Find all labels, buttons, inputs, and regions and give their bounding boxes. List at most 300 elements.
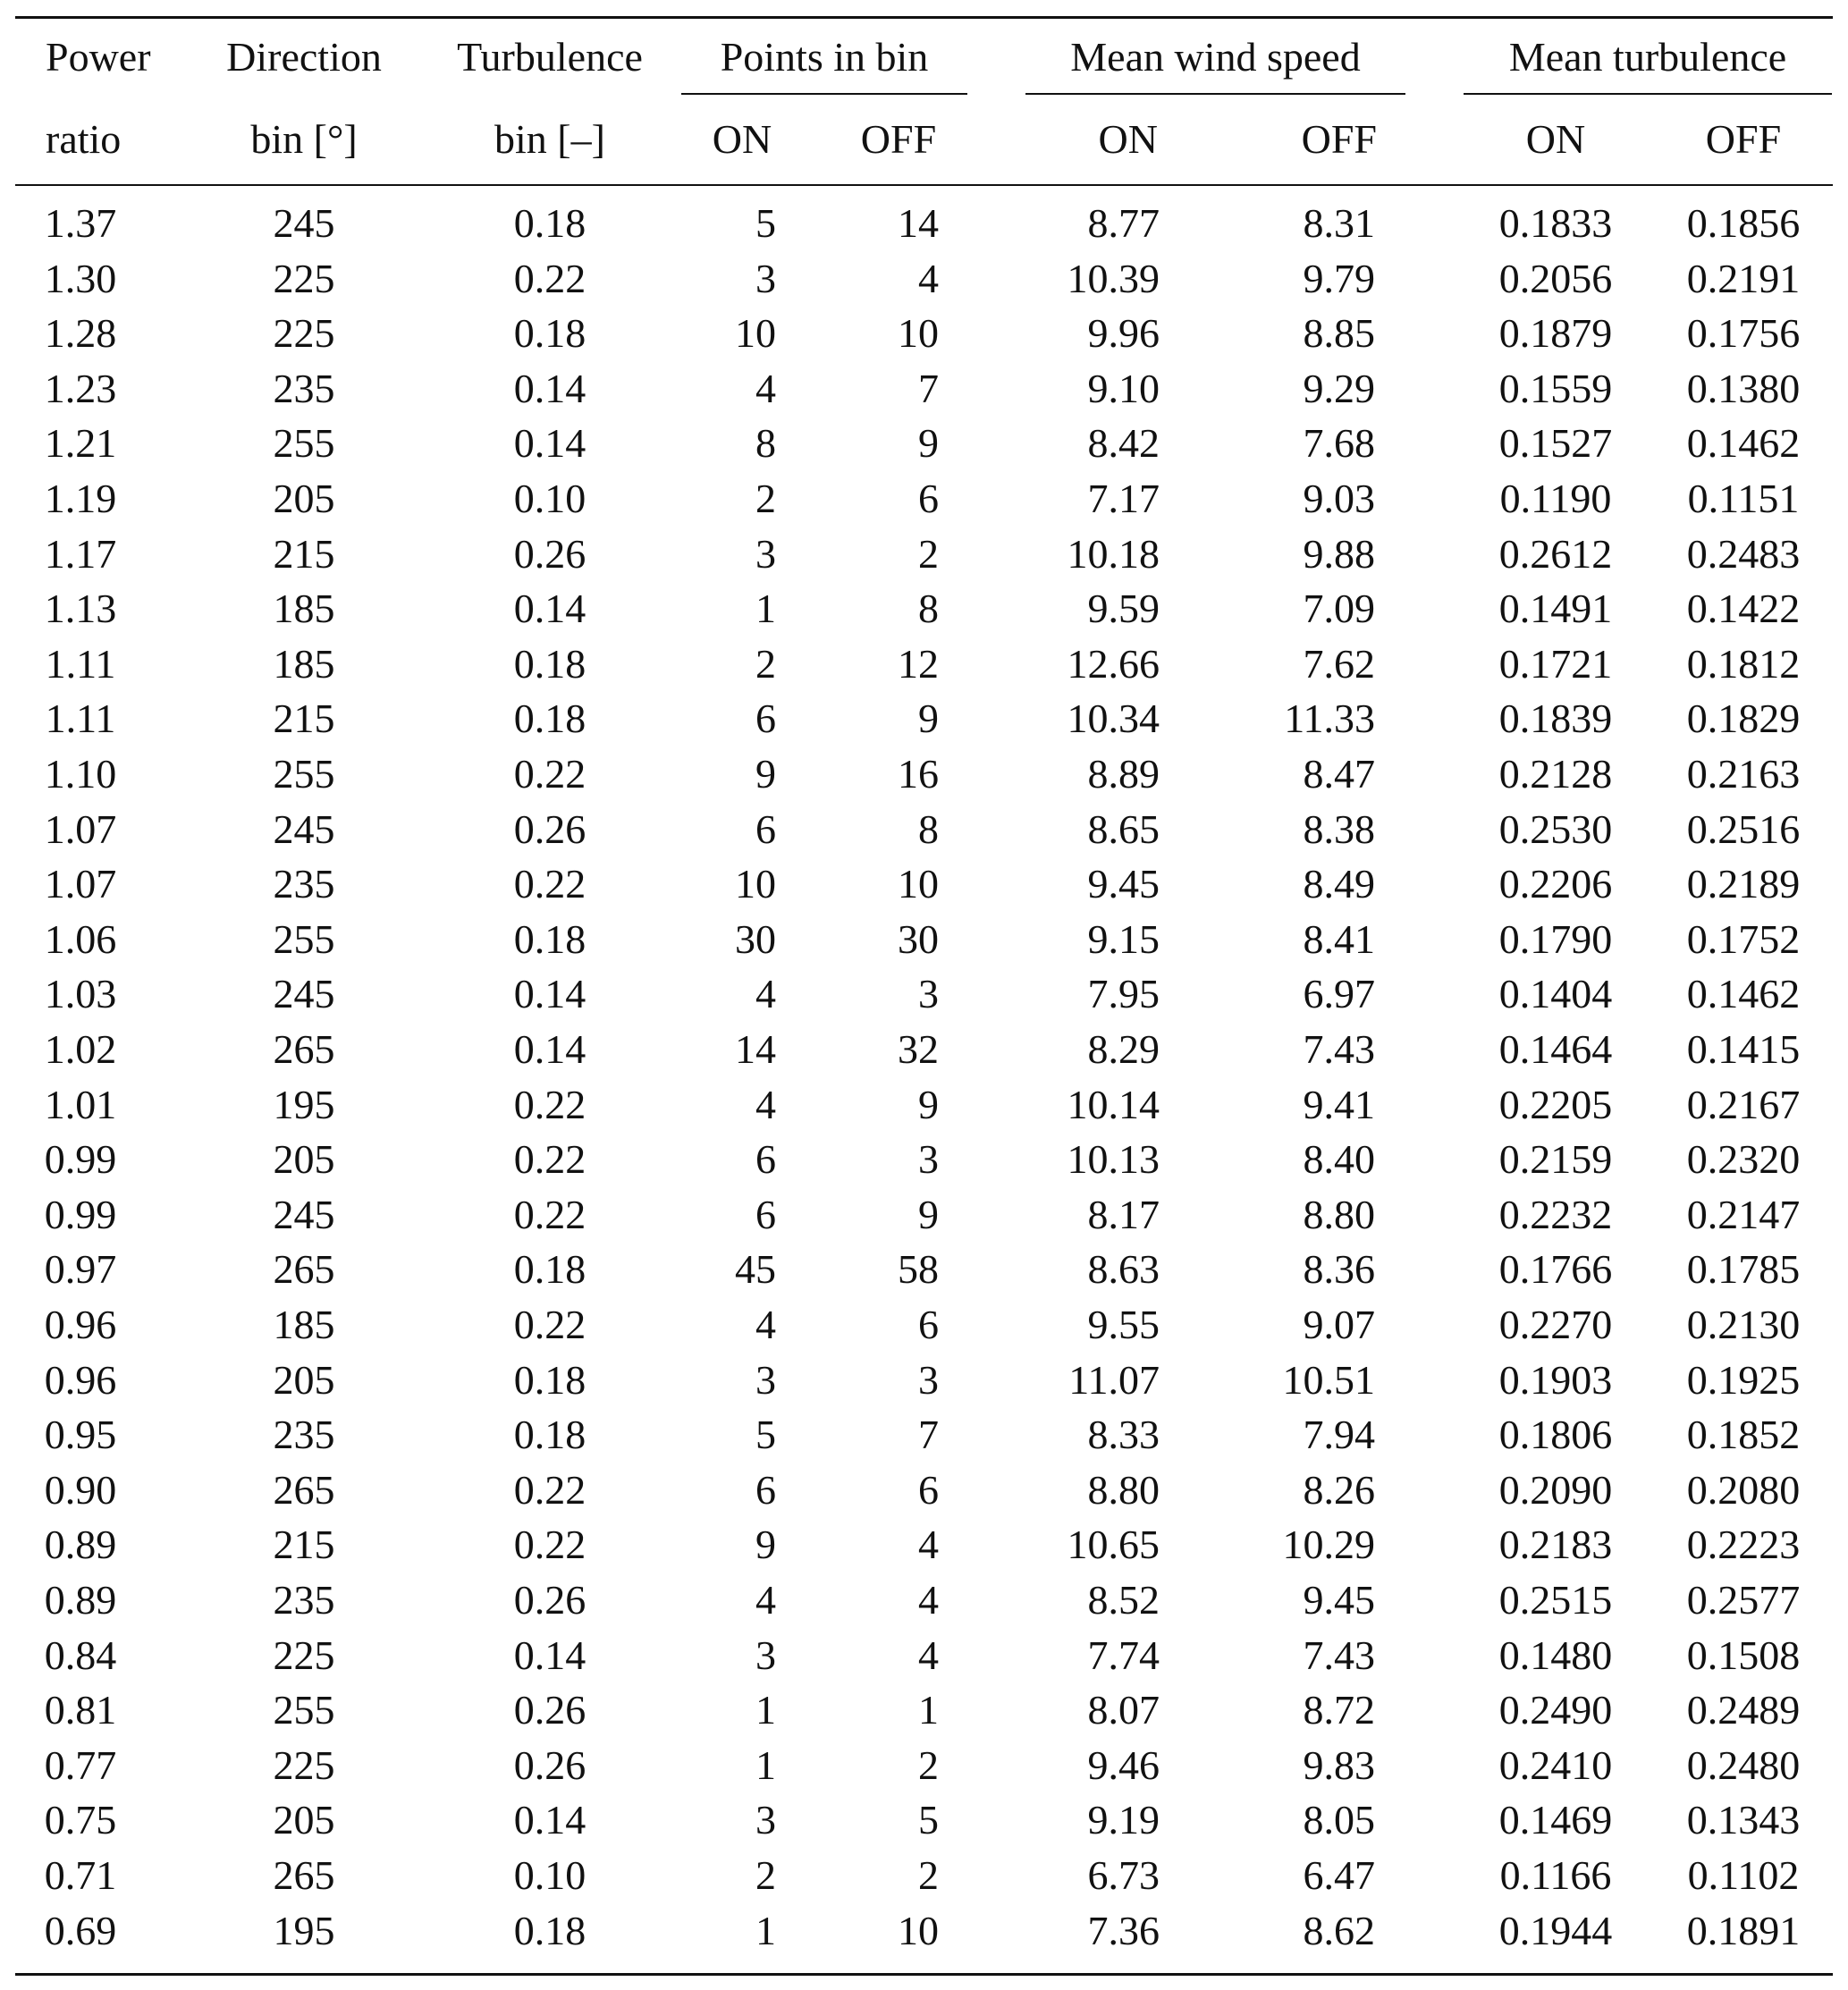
turb-on-cell: 0.2270: [1498, 1302, 1613, 1347]
wind-on-cell: 10.39: [1067, 255, 1160, 301]
wind-on-cell: 9.96: [1087, 310, 1160, 357]
points-on-cell: 45: [735, 1246, 776, 1293]
turb-on-cell: 0.1839: [1498, 696, 1613, 742]
header-turb-off: OFF: [1705, 116, 1782, 162]
direction-bin-cell: 205: [273, 1797, 335, 1843]
wind-off-cell: 9.79: [1303, 255, 1375, 301]
points-off-cell: 7: [918, 1412, 939, 1458]
points-off-cell: 9: [918, 1191, 939, 1237]
points-on-cell: 10: [735, 861, 776, 907]
wind-off-cell: 9.03: [1303, 476, 1375, 521]
points-off-cell: 10: [898, 310, 939, 357]
turb-on-cell: 0.2128: [1498, 751, 1613, 797]
points-on-cell: 3: [755, 1632, 776, 1678]
wind-off-cell: 7.94: [1303, 1412, 1375, 1458]
wind-on-cell: 11.07: [1068, 1356, 1160, 1403]
points-off-cell: 6: [918, 476, 939, 521]
points-on-cell: 9: [755, 751, 776, 797]
wind-on-cell: 9.45: [1087, 861, 1160, 907]
points-off-cell: 32: [898, 1026, 939, 1072]
direction-bin-cell: 255: [273, 751, 335, 797]
header-power: Power: [46, 34, 151, 80]
turb-on-cell: 0.1790: [1498, 915, 1613, 962]
table-row: [0, 196, 1848, 251]
turbulence-bin-cell: 0.18: [513, 696, 586, 742]
direction-bin-cell: 225: [273, 1741, 335, 1788]
points-on-cell: 30: [735, 915, 776, 962]
wind-on-cell: 10.13: [1067, 1136, 1160, 1183]
points-on-cell: 4: [755, 1081, 776, 1127]
table-header-rule: [15, 184, 1833, 186]
table-bottom-rule: [15, 1973, 1833, 1976]
turb-on-cell: 0.2232: [1498, 1191, 1613, 1237]
header-turb-on: ON: [1525, 116, 1586, 162]
header-points-in-bin: Points in bin: [720, 34, 929, 80]
wind-on-cell: 10.18: [1067, 530, 1160, 577]
table-row: [0, 1132, 1848, 1187]
table-row: [0, 1022, 1848, 1077]
points-on-cell: 3: [755, 1356, 776, 1403]
turb-off-cell: 0.2167: [1686, 1081, 1801, 1127]
wind-on-cell: 7.74: [1087, 1632, 1160, 1678]
turb-off-cell: 0.2130: [1686, 1302, 1801, 1347]
power-ratio-cell: 0.89: [44, 1577, 117, 1623]
wind-off-cell: 8.38: [1303, 805, 1375, 852]
direction-bin-cell: 245: [273, 805, 335, 852]
table-row: [0, 691, 1848, 746]
wind-off-cell: 8.26: [1303, 1466, 1375, 1513]
table-row: [0, 527, 1848, 582]
turbulence-bin-cell: 0.14: [513, 1797, 586, 1843]
turb-off-cell: 0.1785: [1686, 1246, 1801, 1293]
turb-off-cell: 0.1343: [1686, 1797, 1801, 1843]
wind-off-cell: 8.62: [1303, 1907, 1375, 1953]
points-on-cell: 9: [755, 1522, 776, 1568]
points-off-cell: 9: [918, 1081, 939, 1127]
points-off-cell: 12: [898, 640, 939, 687]
turb-off-cell: 0.1756: [1686, 310, 1801, 357]
wind-on-cell: 8.89: [1087, 751, 1160, 797]
turbulence-bin-cell: 0.22: [513, 1081, 586, 1127]
wind-on-cell: 8.65: [1087, 805, 1160, 852]
turb-on-cell: 0.2490: [1498, 1687, 1613, 1733]
points-off-cell: 4: [918, 255, 939, 301]
power-ratio-cell: 0.81: [44, 1687, 117, 1733]
table-row: [0, 1573, 1848, 1628]
turb-off-cell: 0.2320: [1686, 1136, 1801, 1183]
direction-bin-cell: 235: [273, 861, 335, 907]
points-off-cell: 7: [918, 365, 939, 411]
header-mean-turbulence: Mean turbulence: [1508, 34, 1787, 80]
points-on-cell: 6: [755, 1466, 776, 1513]
turb-on-cell: 0.1721: [1498, 640, 1613, 687]
wind-on-cell: 7.36: [1087, 1907, 1160, 1953]
points-off-cell: 3: [918, 971, 939, 1017]
power-ratio-cell: 0.84: [44, 1632, 117, 1678]
power-ratio-cell: 1.23: [44, 365, 117, 411]
points-on-cell: 3: [755, 530, 776, 577]
points-off-cell: 2: [918, 1741, 939, 1788]
table-row: [0, 1848, 1848, 1903]
turbulence-bin-cell: 0.22: [513, 861, 586, 907]
table-row: [0, 1463, 1848, 1518]
turb-off-cell: 0.1925: [1686, 1356, 1801, 1403]
points-off-cell: 8: [918, 805, 939, 852]
header-direction-bin: bin [°]: [250, 116, 358, 162]
points-on-cell: 2: [755, 640, 776, 687]
power-ratio-cell: 1.30: [44, 255, 117, 301]
turb-on-cell: 0.1190: [1499, 476, 1612, 521]
points-on-cell: 5: [755, 1412, 776, 1458]
points-on-cell: 6: [755, 1136, 776, 1183]
points-on-cell: 2: [755, 1852, 776, 1898]
wind-off-cell: 7.09: [1303, 586, 1375, 632]
table-row: [0, 306, 1848, 361]
points-on-cell: 4: [755, 365, 776, 411]
turb-off-cell: 0.1462: [1686, 420, 1801, 467]
turbulence-bin-cell: 0.26: [513, 1577, 586, 1623]
points-off-cell: 4: [918, 1632, 939, 1678]
wind-on-cell: 7.17: [1087, 476, 1160, 521]
power-ratio-cell: 1.17: [44, 530, 117, 577]
wind-off-cell: 8.40: [1303, 1136, 1375, 1183]
power-ratio-cell: 1.21: [44, 420, 117, 467]
turb-on-cell: 0.2056: [1498, 255, 1613, 301]
points-on-cell: 10: [735, 310, 776, 357]
turb-off-cell: 0.1462: [1686, 971, 1801, 1017]
power-ratio-cell: 1.02: [44, 1026, 117, 1072]
table-row: [0, 912, 1848, 967]
power-ratio-cell: 1.11: [45, 640, 116, 687]
direction-bin-cell: 185: [273, 1302, 335, 1347]
points-off-cell: 58: [898, 1246, 939, 1293]
wind-off-cell: 8.31: [1303, 200, 1375, 246]
points-off-cell: 6: [918, 1302, 939, 1347]
direction-bin-cell: 265: [273, 1026, 335, 1072]
turb-on-cell: 0.2206: [1498, 861, 1613, 907]
table-row: [0, 251, 1848, 307]
turb-off-cell: 0.1829: [1686, 696, 1801, 742]
power-ratio-cell: 0.69: [44, 1907, 117, 1953]
direction-bin-cell: 225: [273, 1632, 335, 1678]
points-on-cell: 14: [735, 1026, 776, 1072]
turbulence-group-rule: [1464, 93, 1832, 95]
turb-off-cell: 0.1856: [1686, 200, 1801, 246]
direction-bin-cell: 205: [273, 476, 335, 521]
power-ratio-cell: 1.28: [44, 310, 117, 357]
wind-on-cell: 9.59: [1087, 586, 1160, 632]
header-turbulence: Turbulence: [457, 34, 643, 80]
turb-on-cell: 0.1833: [1498, 200, 1613, 246]
turb-on-cell: 0.2530: [1498, 805, 1613, 852]
power-ratio-cell: 0.96: [44, 1302, 117, 1347]
turbulence-bin-cell: 0.18: [513, 1356, 586, 1403]
turb-on-cell: 0.2159: [1498, 1136, 1613, 1183]
wind-on-cell: 9.15: [1087, 915, 1160, 962]
wind-off-cell: 8.85: [1303, 310, 1375, 357]
power-ratio-cell: 0.77: [44, 1741, 117, 1788]
table-row: [0, 1517, 1848, 1573]
wind-off-cell: 8.80: [1303, 1191, 1375, 1237]
turbulence-bin-cell: 0.14: [513, 586, 586, 632]
wind-on-cell: 8.17: [1087, 1191, 1160, 1237]
table-row: [0, 581, 1848, 637]
direction-bin-cell: 225: [273, 310, 335, 357]
turb-off-cell: 0.1852: [1686, 1412, 1801, 1458]
direction-bin-cell: 205: [273, 1136, 335, 1183]
turbulence-bin-cell: 0.18: [513, 640, 586, 687]
turbulence-bin-cell: 0.26: [513, 1741, 586, 1788]
points-off-cell: 9: [918, 696, 939, 742]
turb-off-cell: 0.1891: [1686, 1907, 1801, 1953]
turbulence-bin-cell: 0.18: [513, 1907, 586, 1953]
wind-off-cell: 9.29: [1303, 365, 1375, 411]
turbulence-bin-cell: 0.18: [513, 310, 586, 357]
direction-bin-cell: 255: [273, 1687, 335, 1733]
table-row: [0, 1353, 1848, 1408]
points-off-cell: 3: [918, 1136, 939, 1183]
table-row: [0, 856, 1848, 912]
turbulence-bin-cell: 0.14: [513, 365, 586, 411]
header-wind-off: OFF: [1301, 116, 1377, 162]
turb-off-cell: 0.2516: [1686, 805, 1801, 852]
turb-on-cell: 0.2612: [1498, 530, 1613, 577]
points-on-cell: 1: [755, 586, 776, 632]
turb-off-cell: 0.2483: [1686, 530, 1801, 577]
wind-off-cell: 10.51: [1282, 1356, 1375, 1403]
wind-on-cell: 8.29: [1087, 1026, 1160, 1072]
turb-off-cell: 0.1102: [1687, 1852, 1800, 1898]
points-off-cell: 4: [918, 1522, 939, 1568]
turb-off-cell: 0.2223: [1686, 1522, 1801, 1568]
turbulence-bin-cell: 0.26: [513, 530, 586, 577]
header-points-on: ON: [712, 116, 772, 162]
points-on-cell: 3: [755, 1797, 776, 1843]
turbulence-bin-cell: 0.26: [513, 805, 586, 852]
turbulence-bin-cell: 0.10: [513, 1852, 586, 1898]
wind-on-cell: 8.07: [1087, 1687, 1160, 1733]
turb-on-cell: 0.1464: [1498, 1026, 1613, 1072]
table-row: [0, 1738, 1848, 1793]
power-ratio-cell: 1.11: [45, 696, 116, 742]
points-off-cell: 2: [918, 530, 939, 577]
wind-on-cell: 8.80: [1087, 1466, 1160, 1513]
turb-off-cell: 0.1422: [1686, 586, 1801, 632]
points-on-cell: 1: [755, 1687, 776, 1733]
turb-off-cell: 0.2489: [1686, 1687, 1801, 1733]
turb-on-cell: 0.1404: [1498, 971, 1613, 1017]
power-ratio-cell: 0.71: [44, 1852, 117, 1898]
power-ratio-cell: 0.97: [44, 1246, 117, 1293]
table-row: [0, 416, 1848, 471]
table-row: [0, 802, 1848, 857]
power-ratio-cell: 1.37: [44, 200, 117, 246]
power-ratio-cell: 1.07: [44, 861, 117, 907]
wind-on-cell: 8.77: [1087, 200, 1160, 246]
direction-bin-cell: 215: [273, 696, 335, 742]
direction-bin-cell: 185: [273, 640, 335, 687]
wind-on-cell: 8.33: [1087, 1412, 1160, 1458]
table-row: [0, 1407, 1848, 1463]
table-row: [0, 1792, 1848, 1848]
points-on-cell: 6: [755, 696, 776, 742]
turbulence-bin-cell: 0.18: [513, 1412, 586, 1458]
direction-bin-cell: 225: [273, 255, 335, 301]
turb-on-cell: 0.1469: [1498, 1797, 1613, 1843]
wind-off-cell: 8.49: [1303, 861, 1375, 907]
points-off-cell: 16: [898, 751, 939, 797]
direction-bin-cell: 195: [273, 1907, 335, 1953]
points-off-cell: 5: [918, 1797, 939, 1843]
power-ratio-cell: 0.95: [44, 1412, 117, 1458]
turb-on-cell: 0.2183: [1498, 1522, 1613, 1568]
turb-on-cell: 0.1879: [1498, 310, 1613, 357]
table-top-rule: [15, 16, 1833, 19]
points-off-cell: 2: [918, 1852, 939, 1898]
wind-off-cell: 8.72: [1303, 1687, 1375, 1733]
wind-on-cell: 8.42: [1087, 420, 1160, 467]
direction-bin-cell: 235: [273, 365, 335, 411]
wind-on-cell: 10.14: [1067, 1081, 1160, 1127]
turb-off-cell: 0.1752: [1686, 915, 1801, 962]
direction-bin-cell: 215: [273, 530, 335, 577]
wind-on-cell: 9.10: [1087, 365, 1160, 411]
turbulence-bin-cell: 0.18: [513, 1246, 586, 1293]
points-on-cell: 4: [755, 971, 776, 1017]
direction-bin-cell: 235: [273, 1577, 335, 1623]
turbulence-bin-cell: 0.10: [513, 476, 586, 521]
direction-bin-cell: 205: [273, 1356, 335, 1403]
wind-off-cell: 7.43: [1303, 1026, 1375, 1072]
wind-on-cell: 8.63: [1087, 1246, 1160, 1293]
points-off-cell: 14: [898, 200, 939, 246]
power-ratio-cell: 1.10: [44, 751, 117, 797]
wind-off-cell: 6.47: [1303, 1852, 1375, 1898]
wind-on-cell: 10.34: [1067, 696, 1160, 742]
points-off-cell: 6: [918, 1466, 939, 1513]
wind-off-cell: 9.45: [1303, 1577, 1375, 1623]
points-on-cell: 5: [755, 200, 776, 246]
points-on-cell: 4: [755, 1577, 776, 1623]
turb-on-cell: 0.2090: [1498, 1466, 1613, 1513]
table-row: [0, 746, 1848, 802]
turb-on-cell: 0.1480: [1498, 1632, 1613, 1678]
direction-bin-cell: 215: [273, 1522, 335, 1568]
header-turbulence-bin: bin [–]: [494, 116, 605, 162]
direction-bin-cell: 245: [273, 1191, 335, 1237]
direction-bin-cell: 245: [273, 971, 335, 1017]
turbulence-bin-cell: 0.14: [513, 1632, 586, 1678]
wind-off-cell: 7.62: [1303, 640, 1375, 687]
power-ratio-cell: 0.99: [44, 1191, 117, 1237]
points-off-cell: 30: [898, 915, 939, 962]
wind-on-cell: 8.52: [1087, 1577, 1160, 1623]
points-off-cell: 1: [918, 1687, 939, 1733]
direction-bin-cell: 195: [273, 1081, 335, 1127]
points-on-cell: 8: [755, 420, 776, 467]
wind-off-cell: 7.43: [1303, 1632, 1375, 1678]
turb-off-cell: 0.2080: [1686, 1466, 1801, 1513]
turb-on-cell: 0.2410: [1498, 1741, 1613, 1788]
points-off-cell: 9: [918, 420, 939, 467]
wind-off-cell: 8.47: [1303, 751, 1375, 797]
table-row: [0, 966, 1848, 1022]
turbulence-bin-cell: 0.22: [513, 1466, 586, 1513]
turbulence-bin-cell: 0.14: [513, 971, 586, 1017]
turb-on-cell: 0.1903: [1498, 1356, 1613, 1403]
turb-off-cell: 0.1380: [1686, 365, 1801, 411]
wind-on-cell: 7.95: [1087, 971, 1160, 1017]
turb-off-cell: 0.2163: [1686, 751, 1801, 797]
wind-off-cell: 7.68: [1303, 420, 1375, 467]
wind-on-cell: 9.19: [1087, 1797, 1160, 1843]
wind-on-cell: 6.73: [1087, 1852, 1160, 1898]
turbulence-bin-cell: 0.14: [513, 1026, 586, 1072]
turb-off-cell: 0.1415: [1686, 1026, 1801, 1072]
wind-group-rule: [1025, 93, 1405, 95]
table-row: [0, 471, 1848, 527]
power-ratio-cell: 1.01: [44, 1081, 117, 1127]
power-ratio-cell: 0.90: [44, 1466, 117, 1513]
turbulence-bin-cell: 0.22: [513, 255, 586, 301]
points-on-cell: 6: [755, 805, 776, 852]
direction-bin-cell: 265: [273, 1852, 335, 1898]
turb-on-cell: 0.1527: [1498, 420, 1613, 467]
turb-off-cell: 0.2147: [1686, 1191, 1801, 1237]
header-wind-on: ON: [1098, 116, 1158, 162]
turbulence-bin-cell: 0.18: [513, 200, 586, 246]
power-ratio-cell: 0.99: [44, 1136, 117, 1183]
turbulence-bin-cell: 0.26: [513, 1687, 586, 1733]
turb-on-cell: 0.2205: [1498, 1081, 1613, 1127]
points-on-cell: 1: [755, 1907, 776, 1953]
points-group-rule: [681, 93, 967, 95]
table-row: [0, 361, 1848, 417]
points-off-cell: 4: [918, 1577, 939, 1623]
power-ratio-cell: 0.89: [44, 1522, 117, 1568]
wind-off-cell: 6.97: [1303, 971, 1375, 1017]
points-on-cell: 2: [755, 476, 776, 521]
table-row: [0, 637, 1848, 692]
wind-off-cell: 9.07: [1303, 1302, 1375, 1347]
power-ratio-cell: 1.06: [44, 915, 117, 962]
table-row: [0, 1187, 1848, 1243]
table-row: [0, 1903, 1848, 1959]
wind-on-cell: 10.65: [1067, 1522, 1160, 1568]
power-ratio-cell: 1.13: [44, 586, 117, 632]
wind-on-cell: 12.66: [1067, 640, 1160, 687]
points-off-cell: 3: [918, 1356, 939, 1403]
wind-off-cell: 8.36: [1303, 1246, 1375, 1293]
turbulence-bin-cell: 0.22: [513, 751, 586, 797]
points-off-cell: 8: [918, 586, 939, 632]
wind-off-cell: 11.33: [1284, 696, 1375, 742]
turb-on-cell: 0.1166: [1499, 1852, 1612, 1898]
turb-off-cell: 0.1508: [1686, 1632, 1801, 1678]
points-on-cell: 6: [755, 1191, 776, 1237]
wind-on-cell: 9.55: [1087, 1302, 1160, 1347]
points-off-cell: 10: [898, 1907, 939, 1953]
points-off-cell: 10: [898, 861, 939, 907]
power-ratio-cell: 0.96: [44, 1356, 117, 1403]
header-direction: Direction: [226, 34, 382, 80]
table-row: [0, 1682, 1848, 1738]
header-mean-wind-speed: Mean wind speed: [1070, 34, 1361, 80]
table-row: [0, 1297, 1848, 1353]
turbulence-bin-cell: 0.14: [513, 420, 586, 467]
direction-bin-cell: 255: [273, 420, 335, 467]
table-row: [0, 1628, 1848, 1683]
